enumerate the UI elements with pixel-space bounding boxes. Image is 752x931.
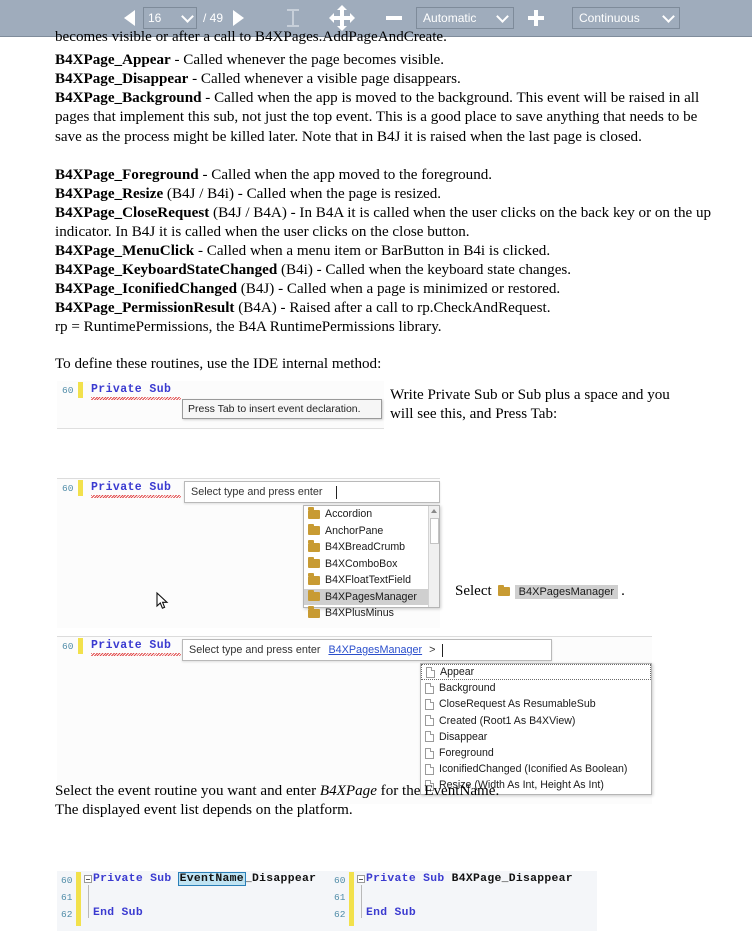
event-list-item-label: Appear [440, 666, 475, 679]
chevron-down-icon[interactable] [181, 10, 194, 23]
collapse-minus-icon[interactable] [84, 875, 92, 883]
event-name: B4XPage_Resize [55, 186, 164, 202]
event-search-input[interactable] [182, 639, 552, 661]
document-icon [426, 667, 435, 678]
code-line-sub-declaration [366, 873, 573, 885]
event-name: B4XPage_Background [55, 90, 202, 106]
event-list-item[interactable] [421, 761, 651, 777]
zoom-in-button[interactable] [528, 10, 544, 26]
text-caret [442, 644, 443, 657]
event-list-item[interactable] [421, 729, 651, 745]
code-sub-name: B4XPage_Disappear [451, 873, 573, 885]
folder-icon [308, 592, 320, 601]
page-number-value: 16 [148, 11, 162, 25]
gutter-change-bar [78, 382, 83, 398]
document-icon [425, 764, 434, 775]
code-keyword: Private Sub [91, 481, 172, 494]
folder-icon [498, 587, 510, 596]
line-number: 61 [61, 892, 73, 903]
event-list-item[interactable] [421, 745, 651, 761]
outro-line-1 [55, 782, 720, 801]
folder-icon [308, 543, 320, 552]
code-line-sub-declaration [93, 873, 316, 885]
event-paragraph-iconifiedchanged [55, 280, 720, 299]
folder-icon [308, 609, 320, 618]
editor-tooltip [182, 399, 382, 419]
error-squiggle-underline [91, 397, 181, 400]
toolbar-left-spacer [0, 18, 118, 19]
clipped-text-line: becomes visible or after a call to B4XPages.AddPageAndCreate. [55, 29, 447, 45]
define-intro-text: To define these routines, use the IDE internal method: [55, 356, 382, 372]
document-icon [425, 699, 434, 710]
code-block-guide [88, 885, 89, 918]
crumb-separator: > [429, 644, 436, 656]
list-item-label: Accordion [325, 508, 373, 521]
text-caret [336, 486, 337, 499]
code-screenshot-eventname-placeholder [57, 871, 330, 931]
folder-icon [308, 526, 320, 535]
mouse-pointer-icon [156, 592, 169, 610]
event-desc: - Raised after a call to rp.CheckAndRequest. [276, 300, 551, 316]
line-number: 60 [62, 385, 74, 396]
event-platform: (B4A) [234, 300, 277, 316]
code-screenshot-type-list [57, 478, 440, 628]
event-desc: - Called whenever a visible page disappears. [188, 71, 461, 87]
gutter-change-bar [78, 638, 83, 654]
event-name: B4XPage_IconifiedChanged [55, 281, 237, 297]
page-total-label: / 49 [203, 11, 224, 25]
event-desc: - Called when a page is minimized or restored. [274, 281, 561, 297]
code-screenshot-b4xpage-disappear [330, 871, 597, 931]
type-dropdown-list[interactable] [303, 505, 440, 620]
event-name: B4XPage_Appear [55, 52, 171, 68]
zoom-level-select[interactable] [416, 7, 514, 29]
outro-text-emphasis: B4XPage [319, 783, 377, 799]
outro-text-c: for the EventName. [376, 783, 500, 799]
line-number: 62 [334, 909, 346, 920]
document-icon [425, 715, 434, 726]
outro-line-2: The displayed event list depends on the platform. [55, 802, 353, 818]
gutter-change-bar [78, 480, 83, 496]
event-name: B4XPage_KeyboardStateChanged [55, 262, 278, 278]
selected-eventname-token[interactable]: EventName [179, 873, 244, 885]
code-line-end-sub: End Sub [366, 907, 416, 919]
list-item-label: B4XPlusMinus [325, 607, 394, 620]
folder-icon [308, 576, 320, 585]
next-page-button[interactable] [233, 10, 244, 26]
select-instruction [455, 583, 625, 600]
event-list-item-label: Resize (Width As Int, Height As Int) [439, 779, 604, 792]
code-screenshot-tooltip [57, 381, 384, 429]
code-screenshot-event-list [57, 636, 652, 804]
code-block-guide [361, 885, 362, 918]
line-number: 61 [334, 892, 346, 903]
line-number: 60 [62, 641, 74, 652]
scrollbar-thumb[interactable] [430, 518, 439, 544]
event-paragraph-keyboardstatechanged [55, 261, 720, 280]
event-desc: - Called when a menu item or BarButton in B4i is clicked. [194, 243, 551, 259]
chevron-down-icon[interactable] [496, 10, 509, 23]
event-paragraph-closerequest [55, 204, 720, 243]
document-icon [425, 731, 434, 742]
event-list-item-label: Disappear [439, 730, 488, 743]
gutter-change-bar [76, 872, 81, 926]
event-list-item-label: CloseRequest As ResumableSub [439, 698, 596, 711]
event-list-item[interactable] [421, 713, 651, 729]
event-list-item[interactable] [421, 680, 651, 696]
selected-type-crumb[interactable]: B4XPagesManager [328, 644, 423, 656]
event-platform: (B4i) [277, 262, 313, 278]
event-name: B4XPage_CloseRequest [55, 205, 210, 221]
code-keyword: Private Sub [93, 873, 172, 885]
event-list-item-label: Created (Root1 As B4XView) [439, 714, 576, 727]
select-highlight-label: B4XPagesManager [515, 585, 618, 599]
event-paragraph-background [55, 89, 720, 147]
event-name: B4XPage_Disappear [55, 71, 189, 87]
tooltip-text: Press Tab to insert event declaration. [188, 403, 361, 415]
event-desc: - Called when the page is resized. [234, 186, 442, 202]
pan-move-icon[interactable] [332, 8, 352, 28]
event-desc: - Called when the keyboard state changes. [312, 262, 572, 278]
chevron-down-icon[interactable] [662, 10, 675, 23]
divider [57, 478, 440, 479]
event-list-item-label: Background [439, 682, 496, 695]
divider [57, 636, 652, 637]
list-item[interactable] [304, 523, 439, 540]
event-paragraph-foreground [55, 166, 720, 185]
line-number: 60 [61, 875, 73, 886]
error-squiggle-underline [91, 495, 181, 498]
line-number: 62 [61, 909, 73, 920]
event-name: B4XPage_MenuClick [55, 243, 195, 259]
event-paragraph-disappear [55, 70, 720, 89]
list-item[interactable] [304, 572, 439, 589]
page-number-input[interactable] [143, 7, 197, 29]
pdf-page [0, 29, 752, 920]
event-list-item-focused[interactable] [421, 664, 651, 680]
list-item[interactable] [304, 539, 439, 556]
event-name: B4XPage_PermissionResult [55, 300, 235, 316]
code-keyword: Private Sub [91, 639, 172, 652]
rp-note: rp = RuntimePermissions, the B4A RuntimePermissions library. [55, 319, 442, 335]
event-desc: - Called whenever the page becomes visible. [170, 52, 444, 68]
code-keyword: Private Sub [366, 873, 445, 885]
error-squiggle-underline [91, 653, 181, 656]
line-number: 60 [334, 875, 346, 886]
event-list-item[interactable] [421, 696, 651, 712]
folder-icon [308, 510, 320, 519]
event-desc: - Called when the app is moved to the background. This event will be raised in all pages that implement this sub, not just the top event. This is a good place to save anything that needs to be save as the process might be killed later. Note that in B4J it is raised when the last page is closed. [55, 90, 700, 145]
list-item-label: B4XPagesManager [325, 590, 417, 603]
select-suffix: . [621, 583, 625, 599]
page-layout-select[interactable] [572, 7, 680, 29]
event-paragraph-menuclick [55, 242, 720, 261]
list-item-label: AnchorPane [325, 524, 384, 537]
gutter-change-bar [349, 872, 354, 926]
list-item-label: B4XBreadCrumb [325, 541, 406, 554]
outro-text-a: Select the event routine you want and enter [55, 783, 320, 799]
event-dropdown-list[interactable] [420, 663, 652, 795]
text-cursor-icon[interactable] [286, 9, 300, 27]
list-item-selected[interactable] [304, 589, 439, 606]
event-search-placeholder: Select type and press enter [189, 644, 321, 656]
list-item[interactable] [304, 556, 439, 573]
event-desc: - In B4A it is called when the user clicks on the back key or on the up indicator. In B4J it is called when the user clicks on the close button. [55, 205, 712, 241]
code-keyword: Private Sub [91, 383, 172, 396]
code-identifier-rest: _Disappear [244, 873, 317, 885]
document-icon [425, 748, 434, 759]
event-paragraph-permissionresult [55, 299, 720, 318]
page-layout-value: Continuous [579, 11, 640, 25]
event-paragraph-appear [55, 51, 720, 70]
write-note-line1: Write Private Sub or Sub plus a space and you [390, 387, 670, 403]
write-note-line2: will see this, and Press Tab: [390, 406, 558, 422]
event-list-item-label: IconifiedChanged (Iconified As Boolean) [439, 763, 628, 776]
code-line-end-sub: End Sub [93, 907, 143, 919]
folder-icon [308, 559, 320, 568]
list-item[interactable] [304, 506, 439, 523]
event-platform: (B4J) [236, 281, 275, 297]
type-search-placeholder: Select type and press enter [191, 486, 323, 498]
select-prefix: Select [455, 583, 492, 599]
list-item-label: B4XFloatTextField [325, 574, 411, 587]
dropdown-scrollbar[interactable] [428, 506, 439, 607]
list-item-label: B4XComboBox [325, 557, 398, 570]
scroll-up-arrow-icon[interactable] [431, 509, 437, 513]
list-item[interactable] [304, 605, 439, 622]
event-name: B4XPage_Foreground [55, 167, 199, 183]
event-paragraph-resize [55, 185, 720, 204]
event-desc: - Called when the app moved to the foreground. [198, 167, 493, 183]
collapse-minus-icon[interactable] [357, 875, 365, 883]
type-search-input[interactable] [184, 481, 440, 503]
event-platform: (B4J / B4i) [163, 186, 235, 202]
document-icon [425, 683, 434, 694]
event-list-item-label: Foreground [439, 747, 494, 760]
event-platform: (B4J / B4A) [209, 205, 287, 221]
zoom-level-value: Automatic [423, 11, 477, 25]
line-number: 60 [62, 483, 74, 494]
zoom-out-button[interactable] [386, 16, 402, 20]
previous-page-button[interactable] [124, 10, 135, 26]
